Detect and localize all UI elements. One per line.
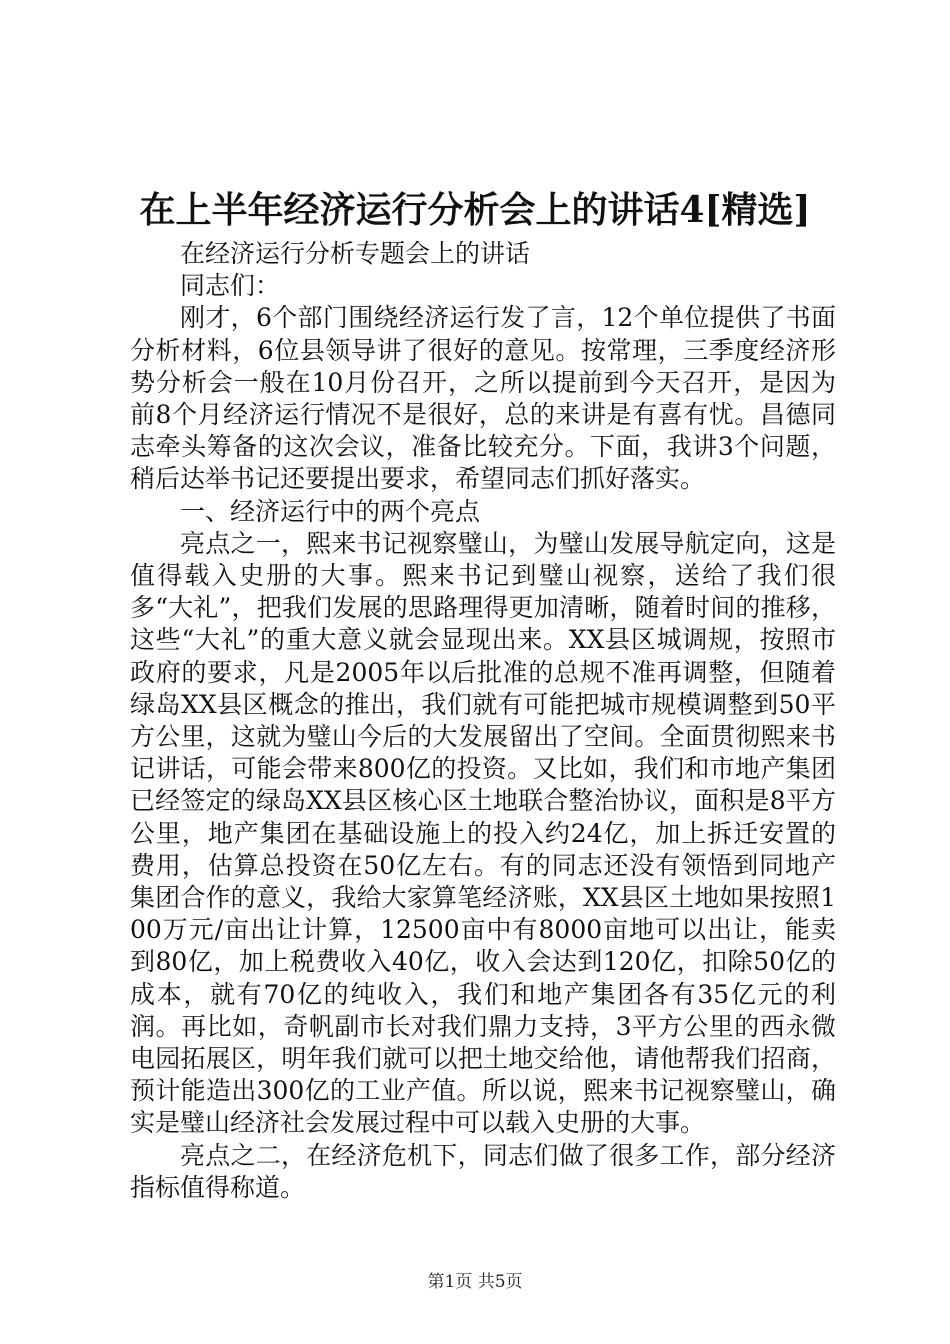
paragraph-intro: 刚才，6个部门围绕经济运行发了言，12个单位提供了书面分析材料，6位县领导讲了很好的意见。按常理，三季度经济形势分析会一般在10月份召开，之所以提前到今天召开，是因为前8个月经济运行情况不是很好，总的来讲是有喜有忧。昌德同志牵头筹备的这次会议，准备比较充分。下面，我讲3个问题，稍后达举书记还要提出要求，希望同志们抓好落实。 xyxy=(130,303,836,494)
paragraph-highlight-two: 亮点之二，在经济危机下，同志们做了很多工作，部分经济指标值得称道。 xyxy=(130,1140,836,1202)
paragraph-salutation: 同志们： xyxy=(180,271,281,301)
document-body xyxy=(130,238,836,1204)
section-heading: 一、经济运行中的两个亮点 xyxy=(180,496,481,526)
paragraph-subtitle: 在经济运行分析专题会上的讲话 xyxy=(180,239,531,268)
document-title: 在上半年经济运行分析会上的讲话4[精选] xyxy=(139,189,811,231)
paragraph-highlight-one: 亮点之一，熙来书记视察璧山，为璧山发展导航定向，这是值得载入史册的大事。熙来书记到璧山视察，送给了我们很多“大礼”，把我们发展的思路理得更加清晰，随着时间的推移，这些“大礼”的重大意义就会显现出来。XX县区城调规，按照市政府的要求，凡是2005年以后批准的总规不准再调整，但随着绿岛XX县区概念的推出，我们就有可能把城市规模调整到50平方公里，这就为璧山今后的大发展留出了空间。全面贯彻熙来书记讲话，可能会带来800亿的投资。又比如，我们和市地产集团已经签定的绿岛XX县区核心区土地联合整治协议，面积是8平方公里，地产集团在基础设施上的投入约24亿，加上拆迁安置的费用，估算总投资在50亿左右。有的同志还没有领悟到同地产集团合作的意义，我给大家算笔经济账，XX县区土地如果按照100万元/亩出让计算，12500亩中有8000亩地可以出让，能卖到80亿，加上税费收入40亿，收入会达到120亿，扣除50亿的成本，就有70亿的纯收入，我们和地产集团各有35亿元的利润。再比如，奇帆副市长对我们鼎力支持，3平方公里的西永微电园拓展区，明年我们就可以把土地交给他，请他帮我们招商，预计能造出300亿的工业产值。所以说，熙来书记视察璧山，确实是璧山经济社会发展过程中可以载入史册的大事。 xyxy=(130,528,836,1138)
page-number: 第1页 共5页 xyxy=(427,1272,523,1292)
